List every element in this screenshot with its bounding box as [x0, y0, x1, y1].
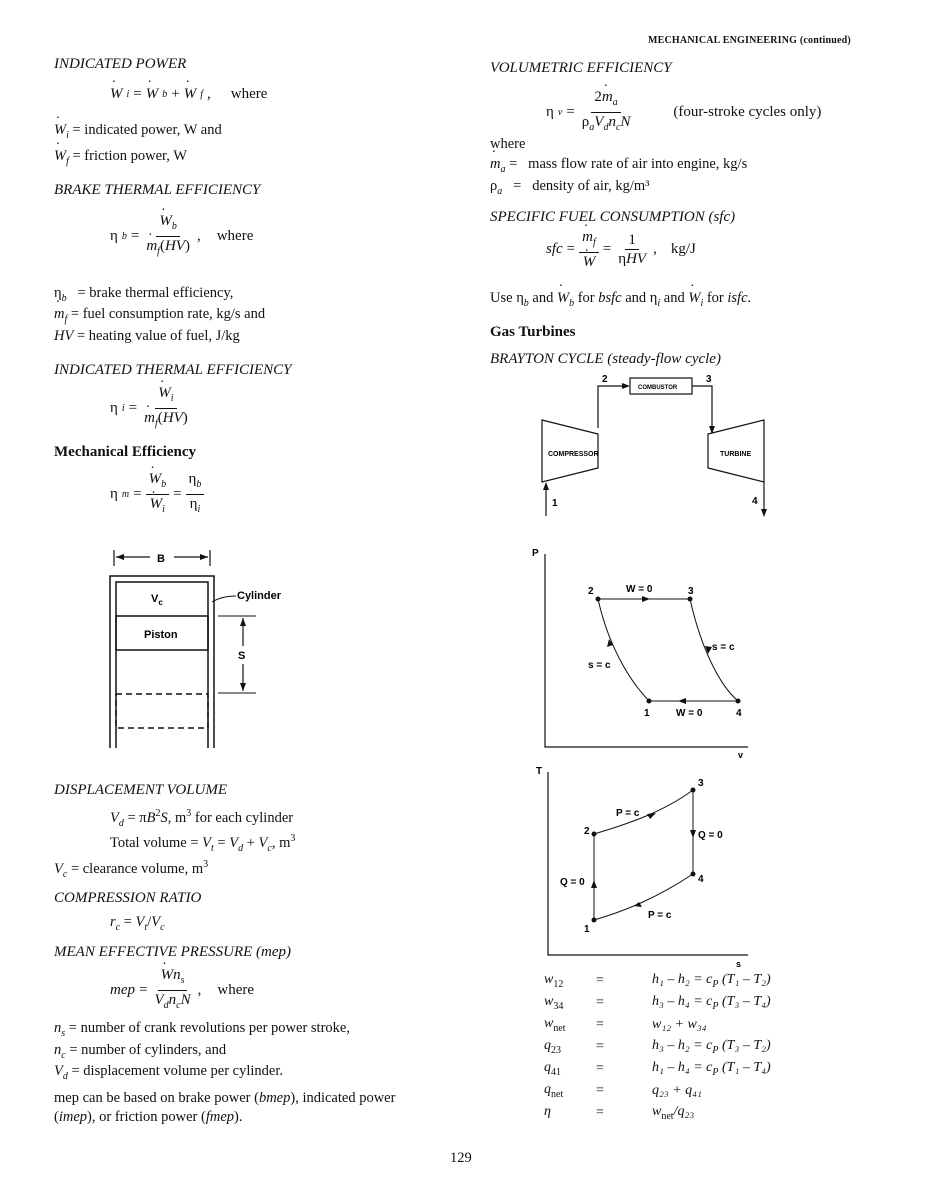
ts-p-bottom: P = c	[648, 910, 672, 921]
gas-turbines-title: Gas Turbines	[490, 324, 576, 340]
piston-label: Piston	[144, 629, 178, 641]
mechanical-efficiency-title: Mechanical Efficiency	[54, 444, 197, 460]
pv-w0-bottom: W = 0	[676, 708, 703, 719]
combustor-label: COMBUSTOR	[638, 385, 678, 391]
compression-ratio-title: COMPRESSION RATIO	[54, 890, 202, 906]
def-friction-power: · $W_f$ = friction power, W	[54, 148, 187, 167]
indicated-power-title: INDICATED POWER	[54, 56, 187, 72]
pv-w0-top: W = 0	[626, 584, 653, 595]
sfc-note: Use $\eta_b$ and · $W_b$ for bsfc and $\eta_i$ and · $W_i$ for isfc.	[490, 290, 751, 309]
ts-state-4: 4	[698, 874, 704, 885]
def-heating-value: HV = heating value of fuel, J/kg	[54, 328, 240, 344]
brayton-cycle-title: BRAYTON CYCLE (steady-flow cycle)	[490, 351, 721, 367]
running-header: MECHANICAL ENGINEERING (continued)	[648, 35, 851, 46]
relation-row: $q_{41}$ = $h_1 - h_4 = c_P$ (T₁ – T₄)	[544, 1060, 771, 1078]
def-fuel-rate: · $m_f$ = fuel consumption rate, kg/s and	[54, 306, 265, 325]
pv-state-1: 1	[644, 708, 650, 719]
mep-equation: mep = · $\frac{Wn_s}{V_dn_cN}$ , where	[110, 966, 254, 1015]
ts-state-3: 3	[698, 778, 704, 789]
def-indicated-power: · $W_i$ = indicated power, W and	[54, 122, 222, 141]
clearance-volume-label: $V_c$	[151, 593, 163, 607]
ts-q-right: Q = 0	[698, 830, 723, 841]
bore-label: B	[157, 553, 165, 565]
relation-row: $q_{23}$ = $h_3 - h_2 = c_P$ (T₃ – T₂)	[544, 1038, 771, 1056]
where-label-vol: where	[490, 136, 526, 152]
brayton-schematic	[530, 370, 790, 520]
mep-title: MEAN EFFECTIVE PRESSURE (mep)	[54, 944, 292, 960]
piston-bottom-dashed	[116, 694, 208, 728]
turbine-label: TURBINE	[720, 451, 752, 458]
station-4: 4	[752, 496, 758, 507]
def-air-mass-flow: · $m_a$ = mass flow rate of air into engine, kg/s	[490, 156, 747, 175]
brake-thermal-title: BRAKE THERMAL EFFICIENCY	[54, 182, 261, 198]
displacement-volume-title: DISPLACEMENT VOLUME	[54, 782, 228, 798]
def-ns: $n_s$ = number of crank revolutions per power stroke,	[54, 1020, 350, 1039]
volumetric-efficiency-title: VOLUMETRIC EFFICIENCY	[490, 60, 672, 76]
ts-axes	[548, 772, 748, 955]
pv-state-2: 2	[588, 586, 594, 597]
pv-v-axis-label: v	[738, 750, 744, 760]
pv-s-left: s = c	[588, 660, 611, 671]
pv-process-1-2	[598, 599, 649, 701]
station-1: 1	[552, 498, 558, 509]
page-number: 129	[450, 1150, 472, 1166]
station-3: 3	[706, 374, 712, 385]
sfc-equation: sfc = · $m_f$ · W = $\frac{1}{\text{ηHV}}$ , kg/J	[546, 228, 696, 271]
def-brake-efficiency: $\eta_b$ = brake thermal efficiency,	[54, 285, 234, 304]
relation-row: $w_{net}$ = w₁₂ + w₃₄	[544, 1016, 707, 1034]
volumetric-efficiency-equation: η v = $\frac{2\cdot m_a}{\rho_aV_dn_cN}$ (four-stroke cycles only)	[546, 88, 821, 137]
relation-row: $q_{net}$ = q₂₃ + q₄₁	[544, 1082, 702, 1100]
ts-s-axis-label: s	[736, 959, 742, 969]
def-vd: $V_d$ = displacement volume per cylinder.	[54, 1063, 284, 1082]
brake-thermal-equation: η b = · $W_b$ · $m_f(HV)$ , where	[110, 212, 253, 261]
relation-row: $w_{12}$ = $h_1 - h_2 = c_P$ (T₁ – T₂)	[544, 972, 771, 990]
displacement-eq-1: $V_d = \pi B^2S$, $m^3$ for each cylinder	[110, 808, 294, 829]
def-clearance-volume: $V_c$ = clearance volume, $m^3$	[54, 859, 209, 880]
ts-process-2-3	[594, 790, 693, 834]
brayton-relations-table	[544, 970, 771, 1124]
relation-row: $w_{34}$ = $h_3 - h_4 = c_P$ (T₃ – T₄)	[544, 994, 771, 1012]
ts-state-1: 1	[584, 924, 590, 935]
compression-ratio-eq: $r_c = V_t/V_c$	[110, 914, 165, 933]
ts-diagram	[528, 762, 758, 972]
stroke-label: S	[238, 650, 246, 662]
station-2: 2	[602, 374, 608, 385]
ts-state-2: 2	[584, 826, 590, 837]
ts-q-left: Q = 0	[560, 877, 585, 888]
compressor-label: COMPRESSOR	[548, 451, 599, 458]
def-air-density: $\rho_a$ = density of air, kg/m³	[490, 178, 650, 197]
pv-s-right: s = c	[712, 642, 735, 653]
cylinder-label: Cylinder	[237, 590, 282, 602]
displacement-eq-2: Total volume = $V_t = V_d + V_c$, $m^3$	[110, 833, 296, 854]
indicated-thermal-title: INDICATED THERMAL EFFICIENCY	[54, 362, 292, 378]
mep-note: mep can be based on brake power (bmep), indicated power (imep), or friction power (fmep).	[54, 1090, 396, 1125]
pv-p-axis-label: P	[532, 548, 539, 559]
ts-process-4-1	[594, 874, 693, 920]
sfc-title: SPECIFIC FUEL CONSUMPTION (sfc)	[490, 209, 736, 225]
mechanical-efficiency-equation: η m = · $W_b$ · $W_i$ = $\frac{\eta_b}{\eta_i}$	[110, 470, 204, 519]
pv-diagram	[528, 544, 758, 764]
pv-state-4: 4	[736, 708, 742, 719]
def-nc: $n_c$ = number of cylinders, and	[54, 1042, 227, 1061]
pv-state-3: 3	[688, 586, 694, 597]
indicated-power-equation: · W i = · W b + · W f , where	[110, 86, 267, 103]
cylinder-diagram	[100, 540, 300, 755]
ts-t-axis-label: T	[536, 766, 543, 777]
ts-p-top: P = c	[616, 808, 640, 819]
relation-row: η = $w_{net}$/q₂₃	[544, 1104, 695, 1122]
where-label: where	[230, 86, 268, 102]
indicated-thermal-equation: η i = · $W_i$ · $m_f(HV)$	[110, 384, 191, 433]
